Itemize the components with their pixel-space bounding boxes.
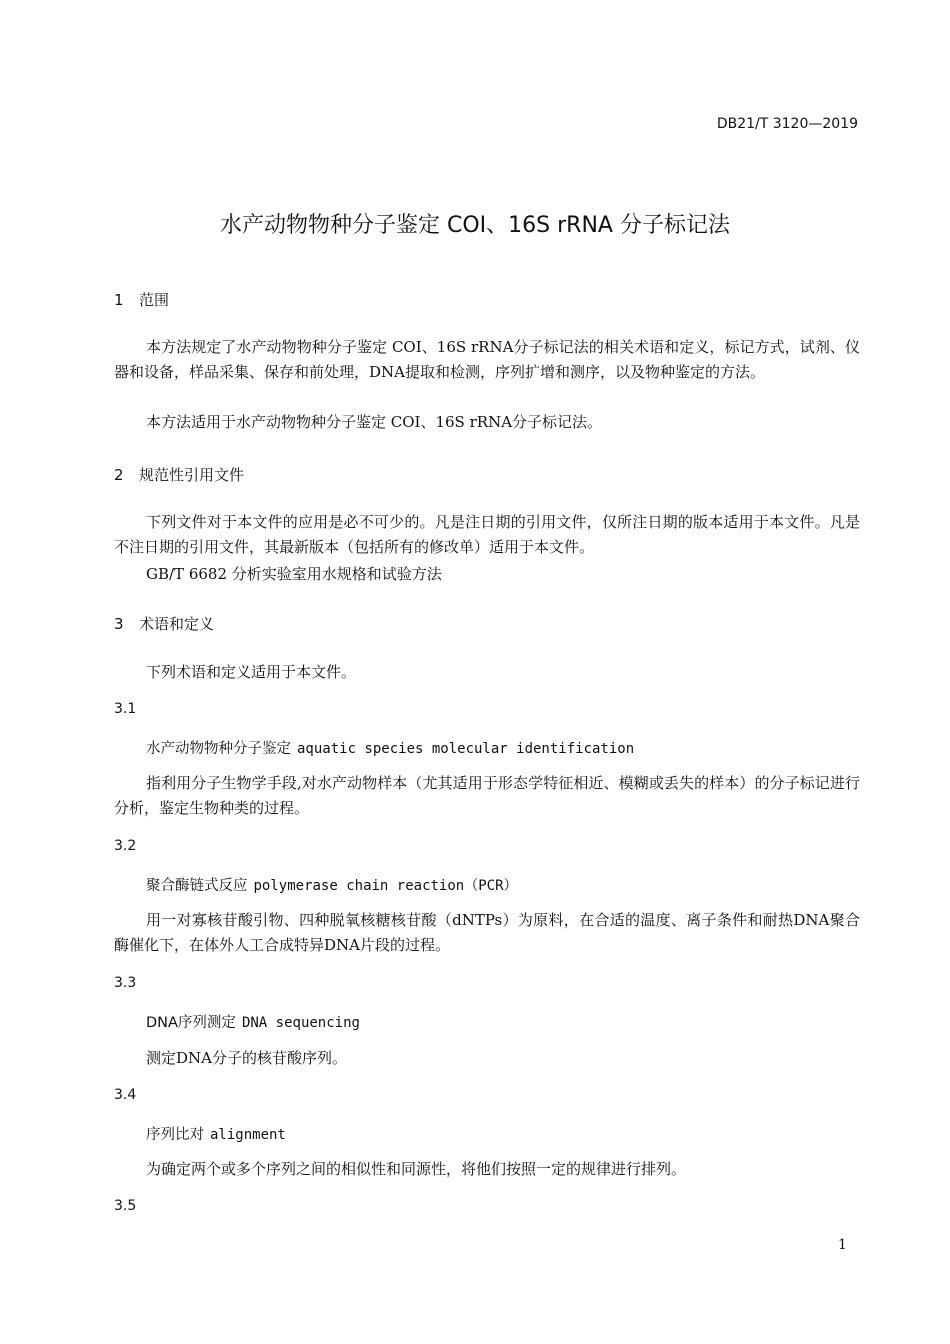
section-number: 1 (114, 291, 124, 309)
term-definition: 测定DNA分子的核苷酸序列。 (146, 1049, 347, 1067)
term-heading (146, 1123, 286, 1144)
section-3-paragraph-1: 下列术语和定义适用于本文件。 (146, 663, 357, 681)
term-cn: DNA序列测定 (146, 1015, 236, 1031)
page-title: 水产动物物种分子鉴定 COI、16S rRNA 分子标记法 (220, 213, 730, 238)
section-number: 3 (114, 615, 124, 633)
section-title: 范围 (139, 291, 170, 309)
section-3-heading (114, 613, 214, 634)
term-number: 3.2 (114, 838, 137, 854)
term-number: 3.1 (114, 701, 137, 717)
term-definition: 用一对寡核苷酸引物、四种脱氧核糖核苷酸（dNTPs）为原料，在合适的温度、离子条件和耐热DNA聚合酶催化下，在体外人工合成特异DNA片段的过程。 (114, 911, 860, 954)
term-definition: 为确定两个或多个序列之间的相似性和同源性，将他们按照一定的规律进行排列。 (146, 1160, 687, 1178)
term-en: polymerase chain reaction（PCR） (253, 878, 518, 894)
page-number: 1 (838, 1237, 847, 1253)
term-definition: 指利用分子生物学手段,对水产动物样本（尤其适用于形态学特征相近、模糊或丢失的样本）的分子标记进行分析，鉴定生物种类的过程。 (114, 774, 860, 817)
section-number: 2 (114, 466, 124, 484)
section-1-paragraph-1: 本方法规定了水产动物物种分子鉴定 COI、16S rRNA分子标记法的相关术语和定义，标记方式，试剂、仪器和设备，样品采集、保存和前处理，DNA提取和检测，序列扩增和测序，以及物种鉴定的方法。 (114, 338, 860, 381)
term-number: 3.5 (114, 1198, 137, 1214)
section-2-heading (114, 464, 244, 485)
term-en: alignment (210, 1127, 286, 1143)
section-2-paragraph-1: 下列文件对于本文件的应用是必不可少的。凡是注日期的引用文件，仅所注日期的版本适用于本文件。凡是不注日期的引用文件，其最新版本（包括所有的修改单）适用于本文件。 (114, 513, 860, 556)
normative-reference: GB/T 6682 分析实验室用水规格和试验方法 (146, 565, 442, 583)
term-heading (146, 1011, 360, 1032)
term-heading (146, 874, 518, 895)
section-title: 规范性引用文件 (139, 466, 245, 484)
term-cn: 序列比对 (146, 1127, 204, 1143)
term-number: 3.4 (114, 1087, 137, 1103)
term-en: DNA sequencing (241, 1015, 360, 1031)
term-en: aquatic species molecular identification (297, 741, 635, 757)
term-number: 3.3 (114, 975, 137, 991)
section-1-heading (114, 289, 169, 310)
term-cn: 聚合酶链式反应 (146, 878, 248, 894)
term-heading (146, 737, 634, 758)
document-code: DB21/T 3120—2019 (716, 116, 858, 132)
term-cn: 水产动物物种分子鉴定 (146, 741, 291, 757)
section-title: 术语和定义 (139, 615, 215, 633)
section-1-paragraph-2: 本方法适用于水产动物物种分子鉴定 COI、16S rRNA分子标记法。 (146, 413, 603, 431)
